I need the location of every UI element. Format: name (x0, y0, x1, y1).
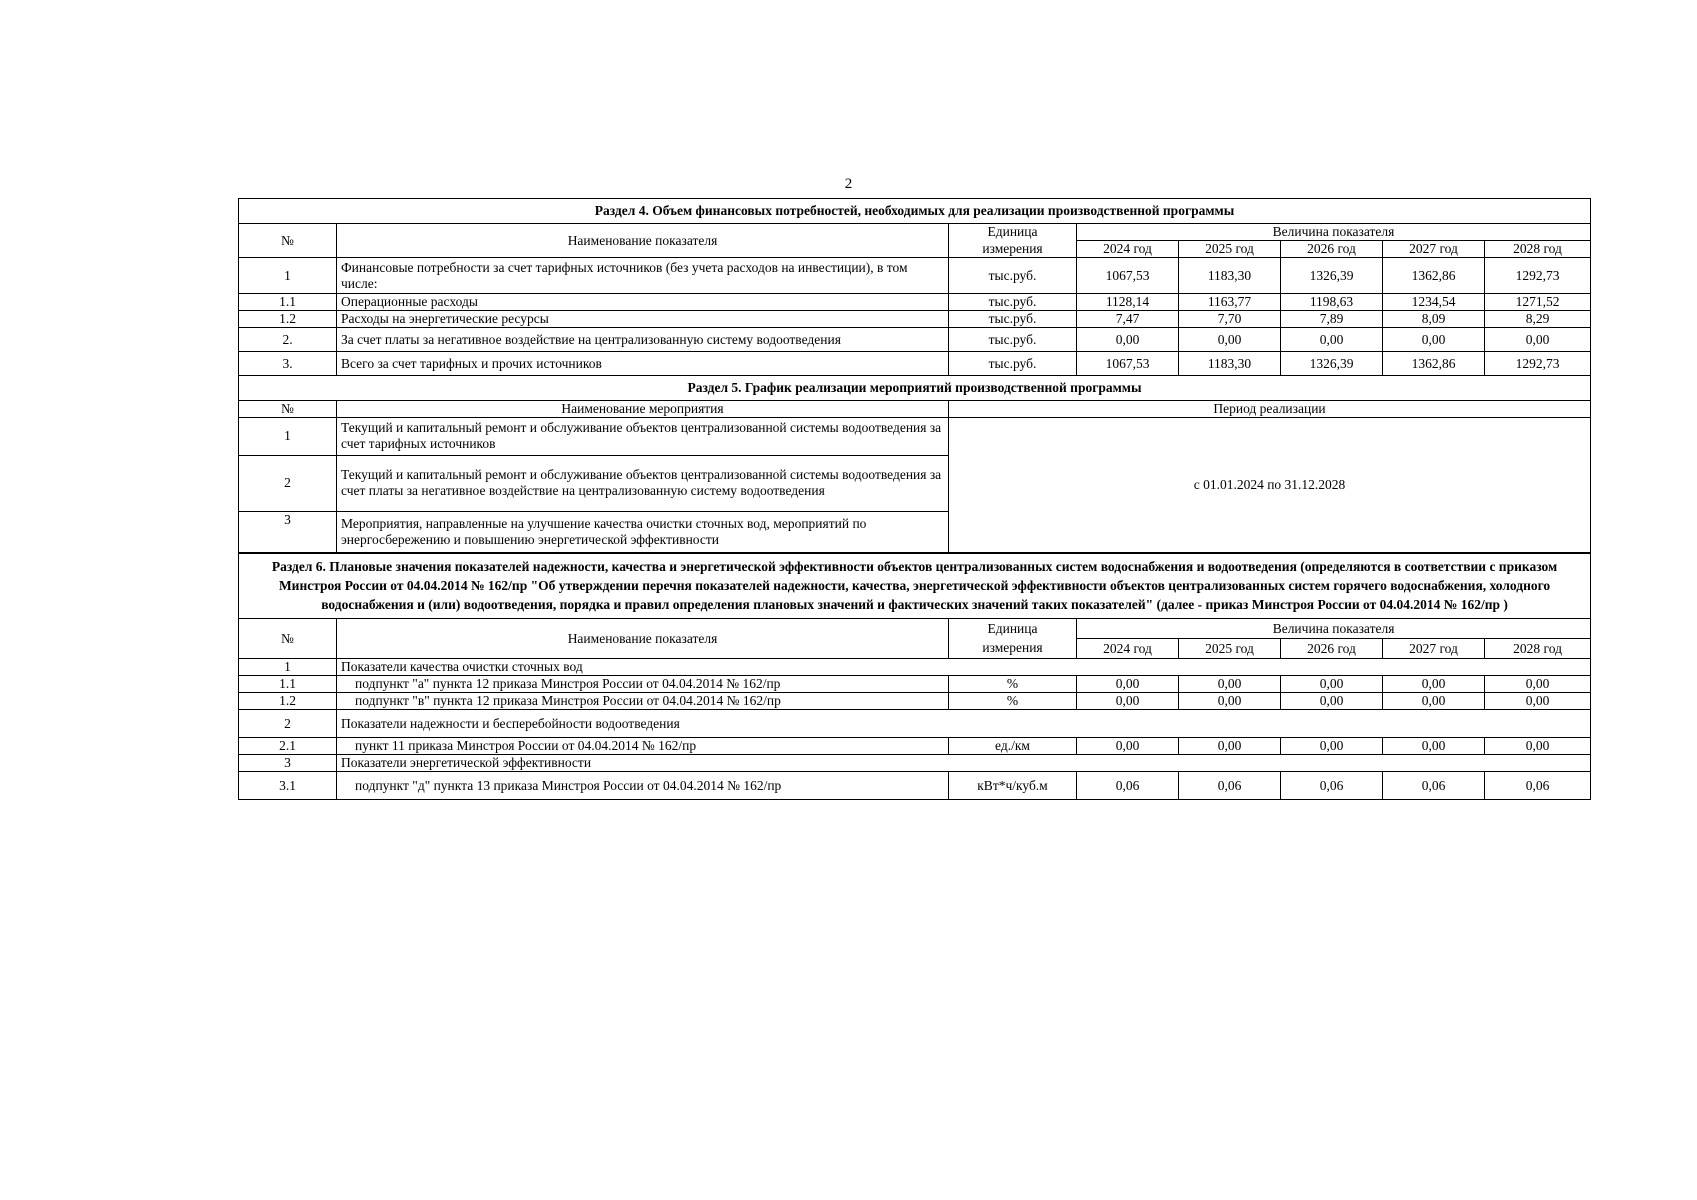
section4-title: Раздел 4. Объем финансовых потребностей, необходимых для реализации производственной программы (239, 199, 1591, 224)
row-value: 1326,39 (1281, 258, 1383, 294)
table-row (239, 311, 1591, 328)
row-value: 0,00 (1077, 676, 1179, 693)
period-value: с 01.01.2024 по 31.12.2028 (949, 417, 1591, 553)
year-header: 2025 год (1179, 639, 1281, 659)
group-row (239, 710, 1591, 738)
row-number: 2. (239, 328, 337, 352)
section6-title: Раздел 6. Плановые значения показателей надежности, качества и энергетической эффективности объектов централизованных систем водоснабжения и водоотведения (определяются в соответствии с приказом Минстроя России от 04.04.2014 № 162/пр "Об утверждении перечня показателей надежности, качества, энергетической эффективности объектов централизованных систем горячего водоснабжения, холодного водоснабжения и (или) водоотведения, порядка и правил определения плановых значений и фактических значений таких показателей" (далее - приказ Минстроя России от 04.04.2014 № 162/пр ) (239, 553, 1591, 619)
row-name: подпункт "д" пункта 13 приказа Минстроя России от 04.04.2014 № 162/пр (337, 772, 949, 800)
row-value: 1067,53 (1077, 258, 1179, 294)
row-name: пункт 11 приказа Минстроя России от 04.04.2014 № 162/пр (337, 738, 949, 755)
year-header: 2028 год (1485, 639, 1591, 659)
row-unit: тыс.руб. (949, 328, 1077, 352)
group-row (239, 755, 1591, 772)
table-row (239, 772, 1591, 800)
table-row (239, 258, 1591, 294)
row-value: 0,00 (1485, 676, 1591, 693)
row-name: подпункт "в" пункта 12 приказа Минстроя России от 04.04.2014 № 162/пр (337, 693, 949, 710)
year-header: 2025 год (1179, 241, 1281, 258)
row-number: 3. (239, 352, 337, 376)
row-value: 1326,39 (1281, 352, 1383, 376)
table-row (239, 676, 1591, 693)
row-unit: кВт*ч/куб.м (949, 772, 1077, 800)
year-header: 2024 год (1077, 639, 1179, 659)
row-value: 7,47 (1077, 311, 1179, 328)
row-name: Расходы на энергетические ресурсы (337, 311, 949, 328)
row-value: 1183,30 (1179, 258, 1281, 294)
row-unit: тыс.руб. (949, 311, 1077, 328)
section6-header-num: № (239, 619, 337, 659)
section5-table (238, 375, 1591, 554)
group-row (239, 659, 1591, 676)
row-value: 0,00 (1179, 738, 1281, 755)
row-name: Мероприятия, направленные на улучшение качества очистки сточных вод, мероприятий по энергосбережению и повышению энергетической эффективности (337, 511, 949, 553)
group-name: Показатели качества очистки сточных вод (337, 659, 1591, 676)
row-value: 0,00 (1281, 676, 1383, 693)
row-number: 2 (239, 455, 337, 511)
row-value: 1163,77 (1179, 294, 1281, 311)
group-number: 1 (239, 659, 337, 676)
row-number: 1 (239, 417, 337, 455)
row-value: 1234,54 (1383, 294, 1485, 311)
group-name: Показатели надежности и бесперебойности водоотведения (337, 710, 1591, 738)
row-value: 7,89 (1281, 311, 1383, 328)
group-number: 3 (239, 755, 337, 772)
section6-header-name: Наименование показателя (337, 619, 949, 659)
row-value: 0,00 (1383, 738, 1485, 755)
row-number: 3.1 (239, 772, 337, 800)
row-value: 8,09 (1383, 311, 1485, 328)
row-name: Всего за счет тарифных и прочих источников (337, 352, 949, 376)
row-value: 1183,30 (1179, 352, 1281, 376)
row-unit: % (949, 693, 1077, 710)
row-value: 0,00 (1383, 693, 1485, 710)
row-value: 8,29 (1485, 311, 1591, 328)
row-value: 0,06 (1077, 772, 1179, 800)
row-name: Текущий и капитальный ремонт и обслуживание объектов централизованной системы водоотведения за счет тарифных источников (337, 417, 949, 455)
year-header: 2026 год (1281, 241, 1383, 258)
row-value: 0,00 (1485, 328, 1591, 352)
row-value: 0,00 (1077, 328, 1179, 352)
row-value: 0,00 (1077, 738, 1179, 755)
section4-header-unit-bottom: измерения (949, 241, 1077, 258)
row-value: 1198,63 (1281, 294, 1383, 311)
year-header: 2027 год (1383, 639, 1485, 659)
section4-header-value-group: Величина показателя (1077, 224, 1591, 241)
section6-header-unit-bottom: измерения (949, 639, 1077, 659)
section4-header-name: Наименование показателя (337, 224, 949, 258)
row-value: 1067,53 (1077, 352, 1179, 376)
group-number: 2 (239, 710, 337, 738)
section5-header-num: № (239, 400, 337, 417)
row-value: 0,00 (1077, 693, 1179, 710)
row-name: За счет платы за негативное воздействие на централизованную систему водоотведения (337, 328, 949, 352)
section4-header-unit: Единица (949, 224, 1077, 241)
row-name: Операционные расходы (337, 294, 949, 311)
row-number: 3 (239, 511, 337, 553)
row-number: 1.2 (239, 693, 337, 710)
row-unit: тыс.руб. (949, 352, 1077, 376)
table-row (239, 352, 1591, 376)
row-number: 2.1 (239, 738, 337, 755)
row-unit: ед./км (949, 738, 1077, 755)
row-value: 1362,86 (1383, 352, 1485, 376)
row-value: 1271,52 (1485, 294, 1591, 311)
document-body (238, 198, 1590, 800)
row-value: 7,70 (1179, 311, 1281, 328)
table-row (239, 328, 1591, 352)
row-value: 0,00 (1485, 693, 1591, 710)
section6-header-value-group: Величина показателя (1077, 619, 1591, 639)
row-value: 0,06 (1179, 772, 1281, 800)
row-value: 0,06 (1383, 772, 1485, 800)
page-number: 2 (844, 176, 853, 192)
row-unit: тыс.руб. (949, 258, 1077, 294)
row-unit: % (949, 676, 1077, 693)
section5-header-period: Период реализации (949, 400, 1591, 417)
year-header: 2028 год (1485, 241, 1591, 258)
row-value: 1292,73 (1485, 258, 1591, 294)
row-value: 1292,73 (1485, 352, 1591, 376)
section5-title: Раздел 5. График реализации мероприятий производственной программы (239, 375, 1591, 400)
table-row (239, 693, 1591, 710)
row-value: 0,00 (1179, 693, 1281, 710)
row-value: 0,00 (1383, 328, 1485, 352)
section6-table (238, 552, 1591, 800)
year-header: 2026 год (1281, 639, 1383, 659)
year-header: 2024 год (1077, 241, 1179, 258)
table-row (239, 294, 1591, 311)
row-number: 1.1 (239, 294, 337, 311)
row-name: подпункт "а" пункта 12 приказа Минстроя России от 04.04.2014 № 162/пр (337, 676, 949, 693)
row-value: 0,00 (1485, 738, 1591, 755)
group-name: Показатели энергетической эффективности (337, 755, 1591, 772)
row-number: 1.2 (239, 311, 337, 328)
row-name: Финансовые потребности за счет тарифных источников (без учета расходов на инвестиции), в том числе: (337, 258, 949, 294)
row-value: 0,00 (1281, 328, 1383, 352)
table-row (239, 417, 1591, 455)
row-value: 0,00 (1383, 676, 1485, 693)
row-value: 0,00 (1281, 693, 1383, 710)
row-number: 1.1 (239, 676, 337, 693)
section4-table (238, 198, 1591, 376)
row-value: 1128,14 (1077, 294, 1179, 311)
row-name: Текущий и капитальный ремонт и обслуживание объектов централизованной системы водоотведения за счет платы за негативное воздействие на централизованную систему водоотведения (337, 455, 949, 511)
row-value: 0,00 (1281, 738, 1383, 755)
row-unit: тыс.руб. (949, 294, 1077, 311)
row-value: 1362,86 (1383, 258, 1485, 294)
section4-header-num: № (239, 224, 337, 258)
section6-header-unit: Единица (949, 619, 1077, 639)
row-value: 0,06 (1281, 772, 1383, 800)
table-row (239, 738, 1591, 755)
section5-header-name: Наименование мероприятия (337, 400, 949, 417)
year-header: 2027 год (1383, 241, 1485, 258)
row-value: 0,00 (1179, 328, 1281, 352)
row-value: 0,06 (1485, 772, 1591, 800)
row-value: 0,00 (1179, 676, 1281, 693)
row-number: 1 (239, 258, 337, 294)
